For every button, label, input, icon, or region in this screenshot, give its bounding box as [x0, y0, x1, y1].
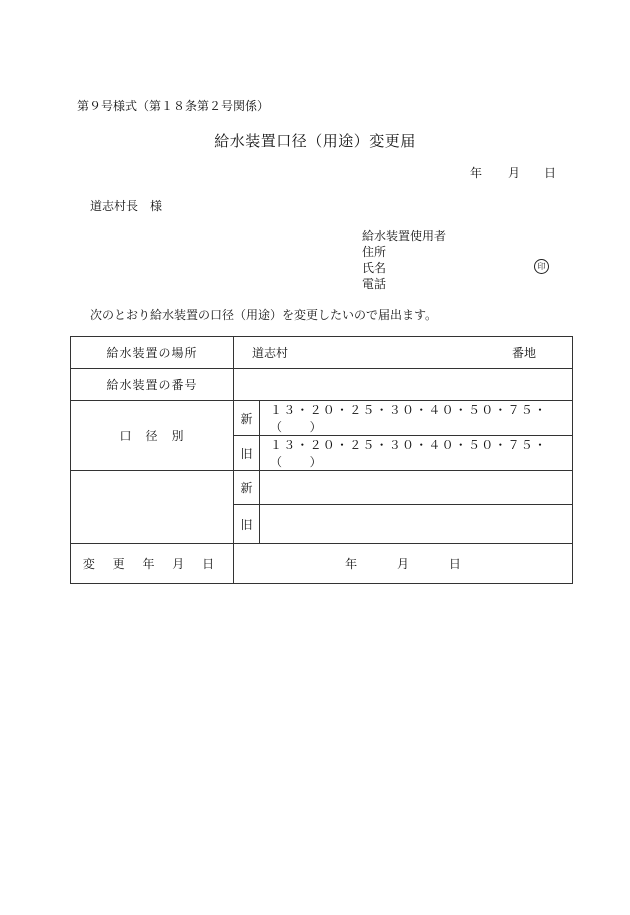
- applicant-address-label: 住所: [362, 245, 387, 259]
- location-suffix: 番地: [511, 346, 536, 360]
- usage-old-value[interactable]: [260, 505, 573, 544]
- diameter-label: 口 径 別: [71, 401, 234, 471]
- diameter-old-label: 旧: [234, 436, 260, 471]
- diameter-new-options[interactable]: １３・２０・２５・３０・４０・５０・７５・（ ）: [260, 401, 573, 436]
- date-month-label: 月: [508, 166, 521, 180]
- change-date-year: 年: [345, 557, 358, 571]
- usage-new-label: 新: [234, 471, 260, 505]
- location-label: 給水装置の場所: [71, 337, 234, 369]
- applicant-block: [362, 228, 446, 292]
- addressee: 道志村長 様: [90, 199, 163, 213]
- usage-label-cell: [71, 471, 234, 544]
- change-date-label: 変 更 年 月 日: [71, 544, 234, 584]
- applicant-name-label: 氏名: [362, 261, 387, 275]
- table-row-change-date: [71, 544, 573, 584]
- applicant-phone-label: 電話: [362, 277, 387, 291]
- change-date-day: 日: [448, 557, 461, 571]
- table-row-usage-new: [71, 471, 573, 505]
- table-row-number: [71, 369, 573, 401]
- intro-text: 次のとおり給水装置の口径（用途）を変更したいので届出ます。: [90, 308, 438, 322]
- number-value[interactable]: [234, 369, 573, 401]
- seal-mark-icon: 印: [534, 259, 549, 274]
- usage-new-value[interactable]: [260, 471, 573, 505]
- change-date-value[interactable]: [234, 544, 573, 584]
- number-label: 給水装置の番号: [71, 369, 234, 401]
- location-village: 道志村: [252, 346, 289, 360]
- change-date-month: 月: [396, 557, 409, 571]
- date-year-label: 年: [470, 166, 483, 180]
- diameter-new-label: 新: [234, 401, 260, 436]
- usage-old-label: 旧: [234, 505, 260, 544]
- date-day-label: 日: [544, 166, 557, 180]
- page-title: 給水装置口径（用途）変更届: [214, 132, 416, 150]
- applicant-role: 給水装置使用者: [362, 229, 447, 243]
- table-row-diameter-new: [71, 401, 573, 436]
- location-value[interactable]: [234, 337, 573, 369]
- form-number: 第９号様式（第１８条第２号関係）: [77, 99, 270, 113]
- diameter-old-options[interactable]: １３・２０・２５・３０・４０・５０・７５・（ ）: [260, 436, 573, 471]
- application-table: [70, 336, 573, 584]
- table-row-location: [71, 337, 573, 369]
